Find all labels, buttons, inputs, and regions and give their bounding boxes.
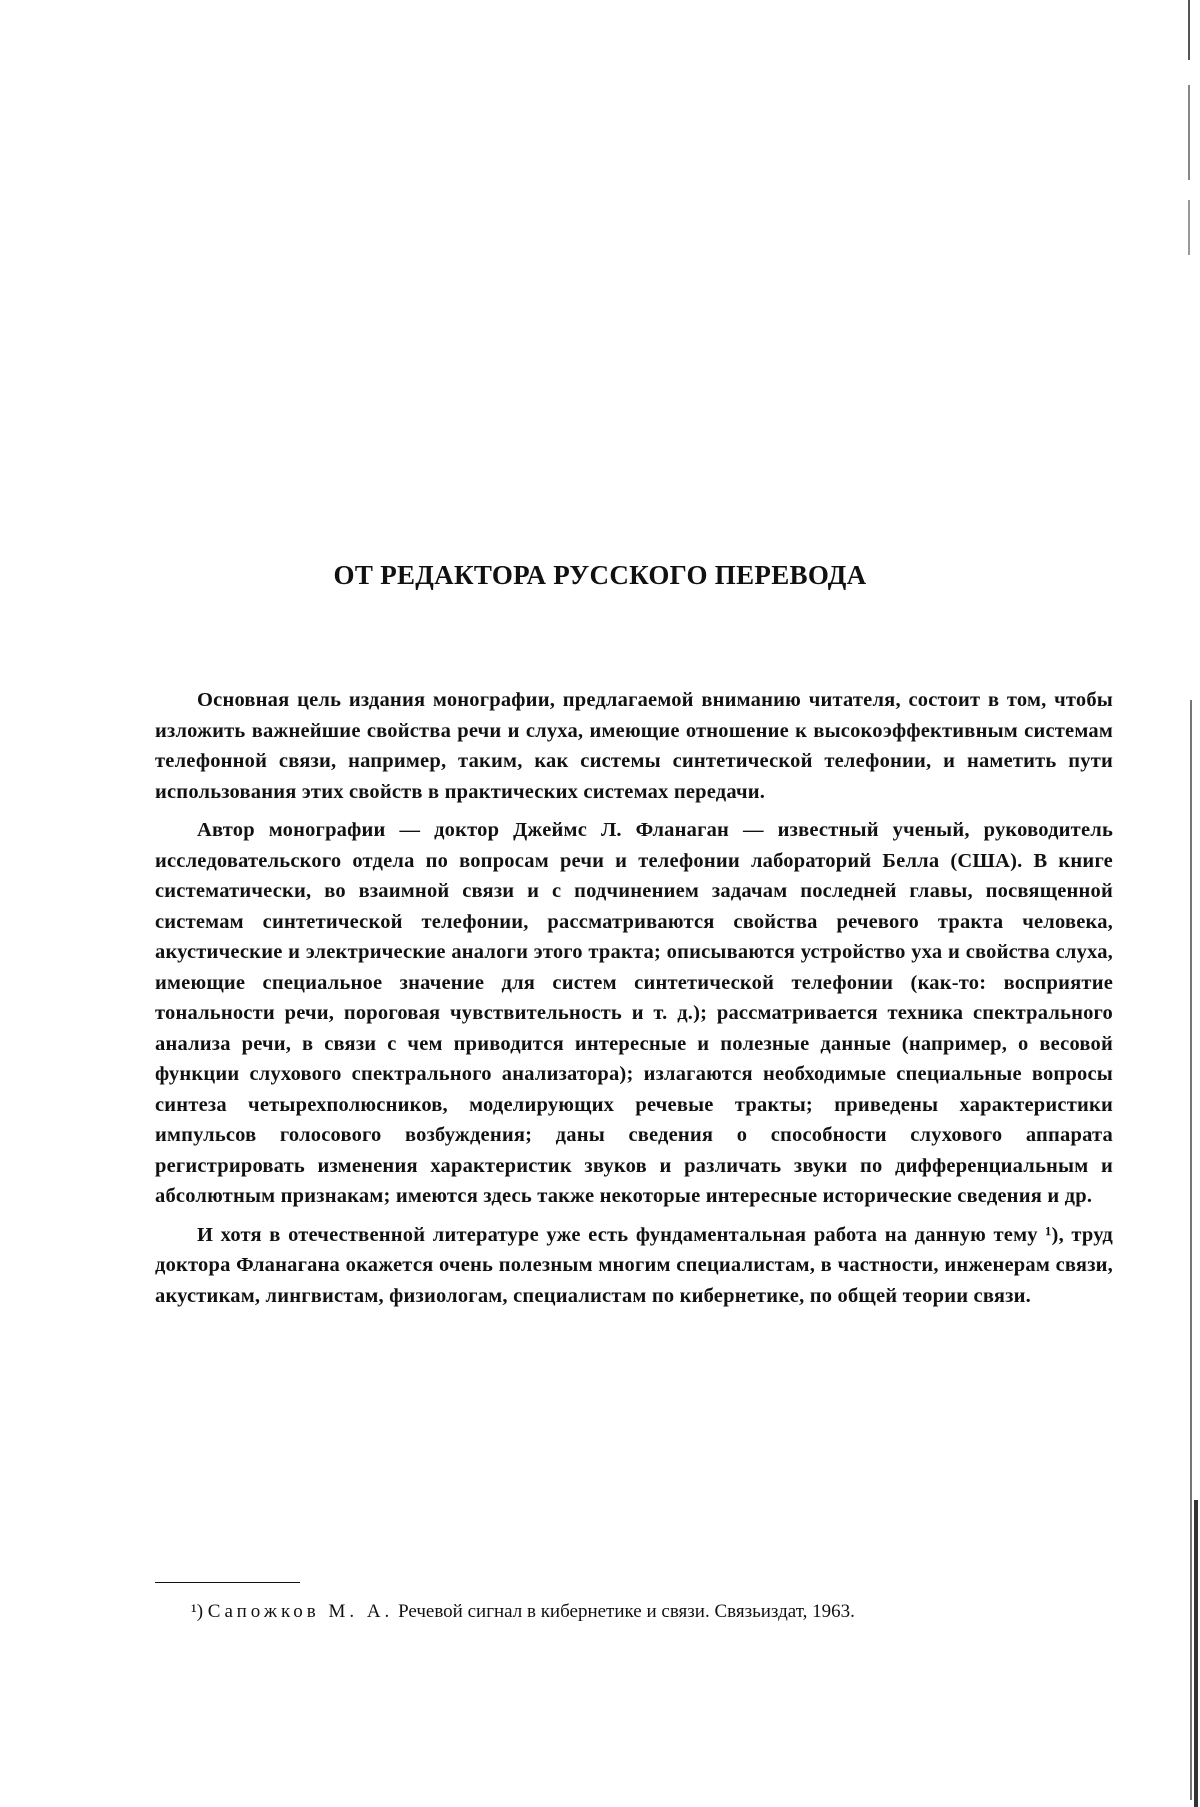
footnote xyxy=(155,1598,1113,1626)
scan-edge-mark xyxy=(1194,1500,1198,1807)
scan-edge-mark xyxy=(1190,700,1192,1800)
scan-edge-mark xyxy=(1188,85,1190,180)
footnote-text: Речевой сигнал в кибернетике и связи. Связьиздат, 1963. xyxy=(398,1601,855,1622)
scan-edge xyxy=(1186,0,1200,1807)
body-text xyxy=(155,685,1113,1319)
paragraph-3: И хотя в отечественной литературе уже есть фундаментальная работа на данную тему ¹), труд доктора Фланагана окажется очень полезным многим специалистам, в частности, инженерам связи, акустикам, лингвистам, физиологам, специалистам по кибернетике, по общей теории связи. xyxy=(155,1223,1113,1307)
scan-edge-mark xyxy=(1188,0,1190,60)
paragraph-2: Автор монографии — доктор Джеймс Л. Фланаган — известный ученый, руководитель исследовательского отдела по вопросам речи и телефонии лабораторий Белла (США). В книге систематически, во взаимной связи и с подчинением задачам последней главы, посвященной системам синтетической телефонии, рассматриваются свойства речевого тракта человека, акустические и электрические аналоги этого тракта; описываются устройство уха и свойства слуха, имеющие специальное значение для систем синтетической телефонии (как-то: восприятие тональности речи, пороговая чувствительность и т. д.); рассматривается техника спектрального анализа речи, в связи с чем приводится интересные и полезные данные (например, о весовой функции слухового спектрального анализатора); излагаются необходимые специальные вопросы синтеза четырехполюсников, моделирующих речевые тракты; приведены характеристики импульсов голосового возбуждения; даны сведения о способности слухового аппарата регистрировать изменения характеристик звуков и различать звуки по дифференциальным и абсолютным признакам; имеются здесь также некоторые интересные исторические сведения и др. xyxy=(155,819,1113,1207)
footnote-author: Сапожков М. А. xyxy=(207,1601,394,1622)
paragraph-1: Основная цель издания монографии, предлагаемой вниманию читателя, состоит в том, чтобы изложить важнейшие свойства речи и слуха, имеющие отношение к высокоэффективным системам телефонной связи, например, таким, как системы синтетической телефонии, и наметить пути использования этих свойств в практических системах передачи. xyxy=(155,689,1113,803)
footnote-separator xyxy=(155,1582,300,1583)
footnote-marker: ¹) xyxy=(191,1601,204,1622)
scan-edge-mark xyxy=(1188,200,1190,255)
page-title: ОТ РЕДАКТОРА РУССКОГО ПЕРЕВОДА xyxy=(333,560,867,590)
